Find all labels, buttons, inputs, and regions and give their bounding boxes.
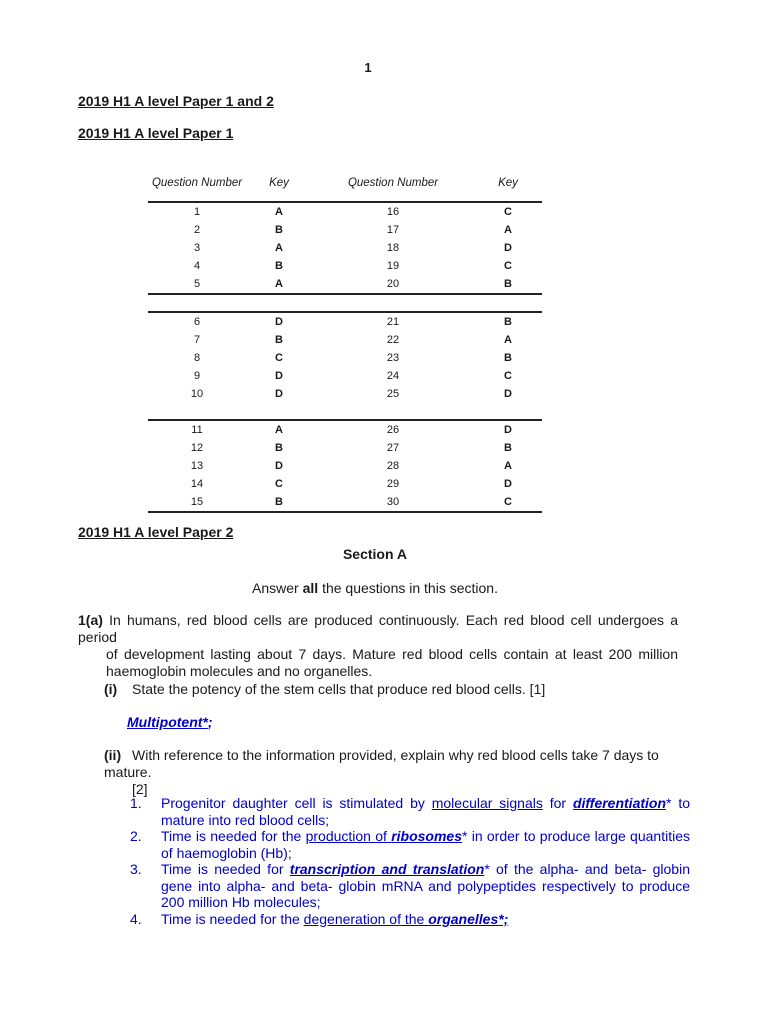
question-number: 2: [193, 224, 201, 236]
question-number: 13: [190, 460, 204, 472]
section-title: Section A: [342, 546, 408, 562]
instruction-text: Answer: [252, 580, 303, 596]
answer-key: B: [504, 316, 512, 328]
table-row: [148, 367, 542, 385]
answer-key: B: [504, 352, 512, 364]
table-group-gap: [148, 403, 542, 420]
question-label: (i): [104, 681, 118, 697]
table-row: [148, 202, 542, 221]
list-number: 1.: [130, 795, 142, 811]
table-row: [148, 385, 542, 403]
question-number: 27: [386, 442, 400, 454]
list-number: 2.: [130, 828, 142, 844]
question-number: 25: [386, 388, 400, 400]
answer-key: D: [504, 388, 512, 400]
answer-punctuation: ;: [207, 714, 213, 730]
table-group-gap: [148, 294, 542, 312]
question-number: 5: [148, 275, 246, 294]
question-number: 20: [312, 275, 474, 294]
answer-key: B: [275, 334, 283, 346]
answer-key: D: [504, 478, 512, 490]
answer-key: D: [275, 460, 283, 472]
paper1-heading: 2019 H1 A level Paper 1: [78, 125, 234, 141]
list-item: [130, 911, 690, 928]
answer-key: B: [474, 275, 542, 294]
answer-key: C: [275, 352, 283, 364]
answer-text: * in order to produce large quantities of haemoglobin (Hb);: [161, 828, 690, 861]
question-label: (ii): [104, 747, 122, 763]
answer-key-term: differentiation: [572, 795, 667, 811]
answer-keyword: degeneration of the: [303, 910, 429, 927]
table-row: [148, 239, 542, 257]
answer-1a-i: [127, 714, 213, 730]
answer-key: D: [504, 424, 512, 436]
question-number: 9: [193, 370, 201, 382]
table-row: [148, 493, 542, 512]
answer-key: A: [275, 242, 283, 254]
answer-text: Time is needed for the: [161, 828, 306, 844]
question-number: 23: [386, 352, 400, 364]
answer-key: C: [474, 493, 542, 512]
question-number: 16: [386, 206, 400, 218]
column-header-question-number-1: Question Number: [148, 164, 246, 202]
answer-key: C: [504, 206, 512, 218]
answer-key: D: [275, 316, 283, 328]
question-text-continued: of development lasting about 7 days. Mature red blood cells contain at least 200 million haemoglobin molecules and no organelles.: [106, 646, 678, 679]
answer-key: A: [504, 460, 512, 472]
question-number: 21: [386, 316, 400, 328]
answer-key: D: [275, 370, 283, 382]
table-row: [148, 349, 542, 367]
question-number: 30: [312, 493, 474, 512]
answer-key: B: [275, 260, 283, 272]
list-item: [130, 828, 690, 861]
answer-text: for: [542, 795, 573, 811]
answer-text: Multipotent*: [127, 714, 208, 730]
page-number: 1: [364, 60, 372, 75]
answer-text: Time is needed for: [161, 861, 290, 877]
question-number: 24: [386, 370, 400, 382]
question-number: 17: [386, 224, 400, 236]
answer-list-1a-ii: [130, 795, 690, 927]
answer-keyword: molecular signals: [431, 795, 543, 811]
table-row: [148, 439, 542, 457]
question-label: 1(a): [78, 612, 103, 628]
table-row: [148, 275, 542, 294]
answer-key: C: [504, 260, 512, 272]
answer-text: Time is needed for the: [161, 910, 304, 927]
table-row: [148, 331, 542, 349]
question-number: 12: [190, 442, 204, 454]
question-1a-i: [104, 681, 545, 698]
question-1a: [78, 612, 678, 680]
question-text: State the potency of the stem cells that produce red blood cells. [1]: [132, 681, 546, 697]
list-item: [130, 795, 690, 828]
table-row: [148, 457, 542, 475]
question-number: 26: [386, 424, 400, 436]
paper2-heading: 2019 H1 A level Paper 2: [78, 524, 234, 540]
question-number: 11: [191, 424, 203, 436]
instruction-emphasis: all: [302, 580, 319, 596]
answer-key: B: [246, 493, 312, 512]
answer-key: D: [504, 242, 512, 254]
answer-key: A: [275, 424, 283, 436]
column-header-question-number-2: Question Number: [312, 164, 474, 202]
answer-text: * to mature into red blood cells;: [161, 795, 690, 828]
answer-key: C: [275, 478, 283, 490]
column-header-key-1: Key: [246, 164, 312, 202]
answer-key: B: [504, 442, 512, 454]
answer-key: A: [504, 224, 512, 236]
question-number: 4: [193, 260, 201, 272]
question-number: 6: [193, 316, 201, 328]
table-row: [148, 475, 542, 493]
list-number: 4.: [130, 910, 142, 927]
answer-key: B: [275, 442, 283, 454]
question-number: 28: [386, 460, 400, 472]
list-item: [130, 861, 690, 911]
instruction: [0, 580, 750, 596]
table-row: [148, 312, 542, 331]
question-number: 18: [386, 242, 400, 254]
question-number: 10: [190, 388, 204, 400]
answer-key-term: transcription and translation: [289, 861, 485, 877]
answer-key: A: [504, 334, 512, 346]
table-row: [148, 221, 542, 239]
answer-key: B: [275, 224, 283, 236]
answer-key: C: [504, 370, 512, 382]
table-row: [148, 257, 542, 275]
answer-key: A: [246, 275, 312, 294]
question-text: With reference to the information provided, explain why red blood cells take 7 days to mature.: [104, 747, 659, 780]
question-number: 3: [193, 242, 201, 254]
answer-keyword: production of: [305, 828, 392, 844]
question-number: 8: [193, 352, 201, 364]
answer-key: D: [275, 388, 283, 400]
answer-text: Progenitor daughter cell is stimulated by: [161, 795, 432, 811]
question-marks: [2]: [132, 781, 148, 797]
column-header-key-2: Key: [474, 164, 542, 202]
question-number: 22: [386, 334, 400, 346]
answer-key-term: ribosomes: [391, 828, 462, 844]
list-number: 3.: [130, 861, 142, 877]
instruction-text: the questions in this section.: [318, 580, 498, 596]
question-1a-ii: [104, 747, 694, 798]
document-title: 2019 H1 A level Paper 1 and 2: [78, 93, 274, 109]
question-number: 19: [386, 260, 400, 272]
question-number: 15: [148, 493, 246, 512]
question-number: 29: [386, 478, 400, 490]
question-number: 14: [190, 478, 204, 490]
question-number: 1: [193, 206, 201, 218]
answer-text: * of the alpha- and beta- globin gene into alpha- and beta- globin mRNA and polypeptides respectively to produce 200 million Hb molecules;: [161, 861, 690, 910]
table-row: [148, 420, 542, 439]
answer-key-table: [148, 164, 542, 513]
question-number: 7: [193, 334, 201, 346]
answer-key: A: [275, 206, 283, 218]
question-text: In humans, red blood cells are produced continuously. Each red blood cell undergoes a period: [78, 612, 678, 645]
answer-key-term: organelles*;: [428, 910, 509, 927]
